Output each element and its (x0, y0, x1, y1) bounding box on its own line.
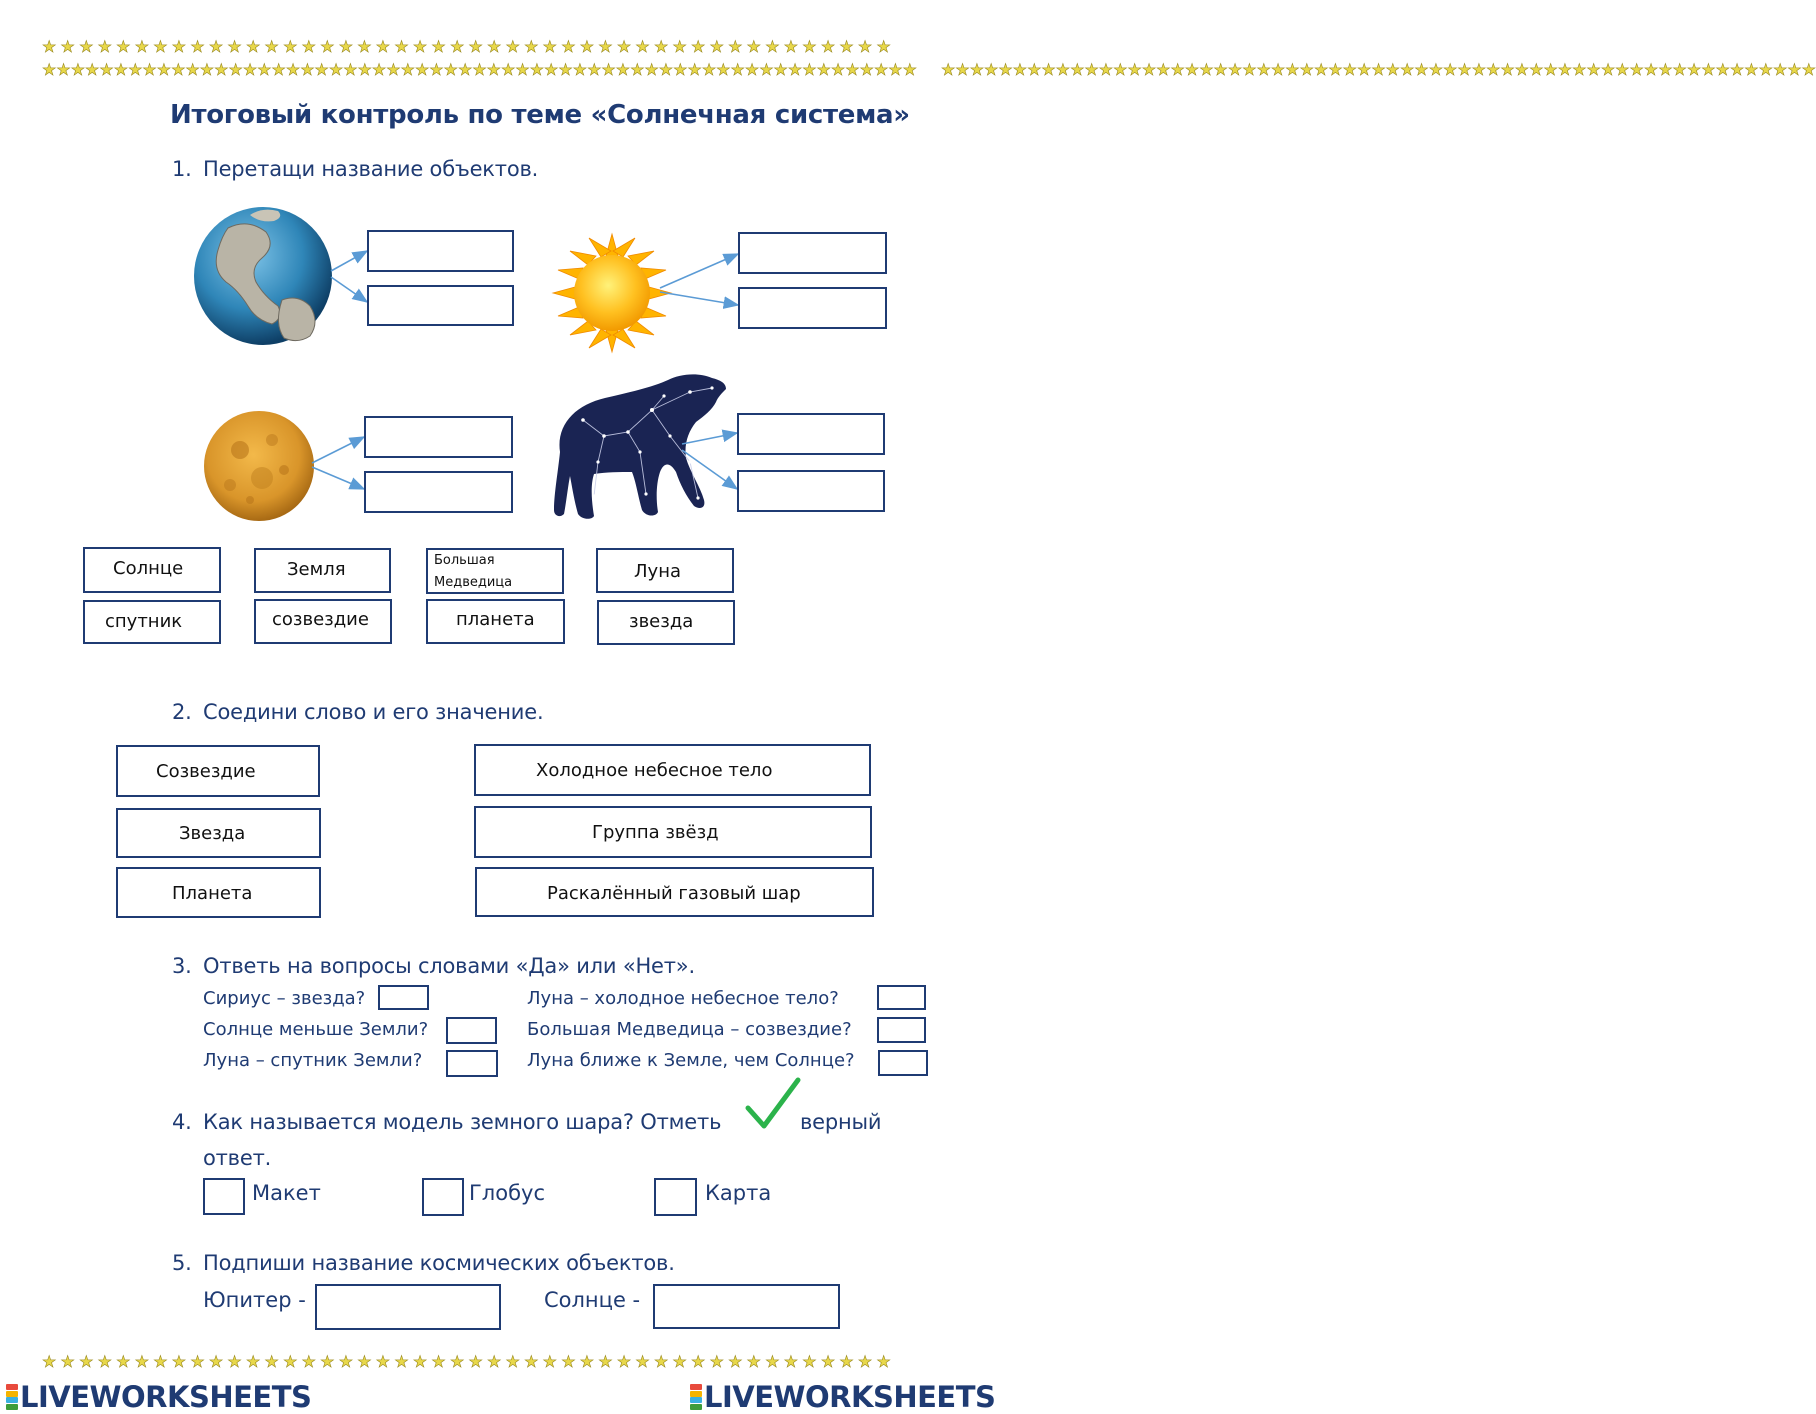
match-word-star[interactable]: Звезда (116, 808, 321, 858)
question-4 (172, 1110, 721, 1134)
question-number: 1. (172, 157, 192, 181)
question-4-line2: ответ. (203, 1146, 272, 1170)
liveworksheets-logo-icon (690, 1384, 702, 1410)
sun-answer-box-1[interactable] (738, 232, 887, 274)
big-dipper-bear-image (554, 374, 726, 518)
word-moon[interactable]: Луна (596, 548, 734, 593)
star-border-bottom: ★★★★★★★★★★★★★★★★★★★★★★★★★★★★★★★★★★★★★★★★★★★★★★ (42, 1354, 896, 1371)
earth-answer-box-1[interactable] (367, 230, 514, 272)
yes-no-question-sirius: Сириус – звезда? (203, 988, 366, 1009)
moon-answer-box-1[interactable] (364, 416, 513, 458)
question-number: 5. (172, 1251, 192, 1275)
question-text: Перетащи название объектов. (203, 157, 539, 181)
option-checkbox-maket[interactable] (203, 1178, 245, 1215)
word-constellation[interactable]: созвездие (254, 599, 392, 644)
match-word-planet[interactable]: Планета (116, 867, 321, 918)
sun-answer-box-2[interactable] (738, 287, 887, 329)
check-mark-icon (748, 1080, 798, 1126)
question-text: Соедини слово и его значение. (203, 700, 544, 724)
question-5 (172, 1251, 675, 1275)
earth-answer-box-2[interactable] (367, 285, 514, 326)
yes-no-answer-moon-satellite[interactable] (446, 1050, 498, 1077)
question-text: Ответь на вопросы словами «Да» или «Нет». (203, 954, 695, 978)
question-2 (172, 700, 543, 724)
bear-answer-box-1[interactable] (737, 413, 885, 455)
word-star[interactable]: звезда (597, 600, 735, 645)
word-big-dipper[interactable]: Большая Медведица (426, 548, 564, 594)
word-satellite[interactable]: спутник (83, 600, 221, 644)
question-4-text-after: верный (800, 1110, 882, 1134)
yes-no-answer-big-dipper[interactable] (877, 1017, 926, 1043)
yes-no-answer-moon-closer[interactable] (878, 1050, 928, 1076)
match-meaning-gas-ball[interactable]: Раскалённый газовый шар (475, 867, 874, 917)
option-checkbox-globus[interactable] (422, 1178, 464, 1216)
star-border-top: ★★★★★★★★★★★★★★★★★★★★★★★★★★★★★★★★★★★★★★★★★★★★★★ (42, 39, 896, 56)
answer-input-sun[interactable] (653, 1284, 840, 1329)
moon-answer-box-2[interactable] (364, 471, 513, 513)
option-checkbox-karta[interactable] (654, 1178, 697, 1216)
label-jupiter: Юпитер - (203, 1288, 306, 1312)
question-text-before: Как называется модель земного шара? Отметь (203, 1110, 722, 1134)
word-sun[interactable]: Солнце (83, 547, 221, 593)
yes-no-question-big-dipper: Большая Медведица – созвездие? (527, 1019, 852, 1040)
earth-image (194, 207, 332, 345)
label-sun: Солнце - (544, 1288, 641, 1312)
match-word-constellation[interactable]: Созвездие (116, 745, 320, 797)
yes-no-question-moon-closer: Луна ближе к Земле, чем Солнце? (527, 1050, 855, 1071)
yes-no-question-moon-cold: Луна – холодное небесное тело? (527, 988, 839, 1009)
bear-answer-box-2[interactable] (737, 470, 885, 512)
match-meaning-cold-body[interactable]: Холодное небесное тело (474, 744, 871, 796)
question-number: 2. (172, 700, 192, 724)
footer-logo-left: LIVEWORKSHEETS (6, 1380, 311, 1414)
answer-input-jupiter[interactable] (315, 1284, 501, 1330)
word-earth[interactable]: Земля (254, 548, 391, 593)
option-label-globus: Глобус (469, 1181, 546, 1205)
footer-logo-right: LIVEWORKSHEETS (690, 1380, 995, 1414)
question-number: 4. (172, 1110, 192, 1134)
match-meaning-star-group[interactable]: Группа звёзд (474, 806, 872, 858)
yes-no-answer-sun-smaller[interactable] (446, 1017, 497, 1044)
yes-no-question-sun-smaller: Солнце меньше Земли? (203, 1019, 429, 1040)
liveworksheets-logo-icon (6, 1384, 18, 1410)
star-border-left: ★★★★★★★★★★★★★★★★★★★★★★★★★★★★★★★★★★★★★★★★★★★★★★★★★★★★★★★★★★★★★ (42, 62, 917, 79)
worksheet-title: Итоговый контроль по теме «Солнечная система» (170, 100, 910, 130)
question-text: Подпиши название космических объектов. (203, 1251, 675, 1275)
yes-no-answer-moon-cold[interactable] (877, 985, 926, 1010)
question-number: 3. (172, 954, 192, 978)
moon-image (204, 411, 314, 521)
word-planet[interactable]: планета (426, 599, 565, 644)
yes-no-question-moon-satellite: Луна – спутник Земли? (203, 1050, 423, 1071)
yes-no-answer-sirius[interactable] (378, 985, 429, 1010)
sun-image (553, 234, 671, 352)
option-label-maket: Макет (252, 1181, 321, 1205)
option-label-karta: Карта (705, 1181, 772, 1205)
question-3 (172, 954, 695, 978)
star-border-right: ★★★★★★★★★★★★★★★★★★★★★★★★★★★★★★★★★★★★★★★★★★★★★★★★★★★★★★★★★★★★★ (941, 62, 1816, 79)
